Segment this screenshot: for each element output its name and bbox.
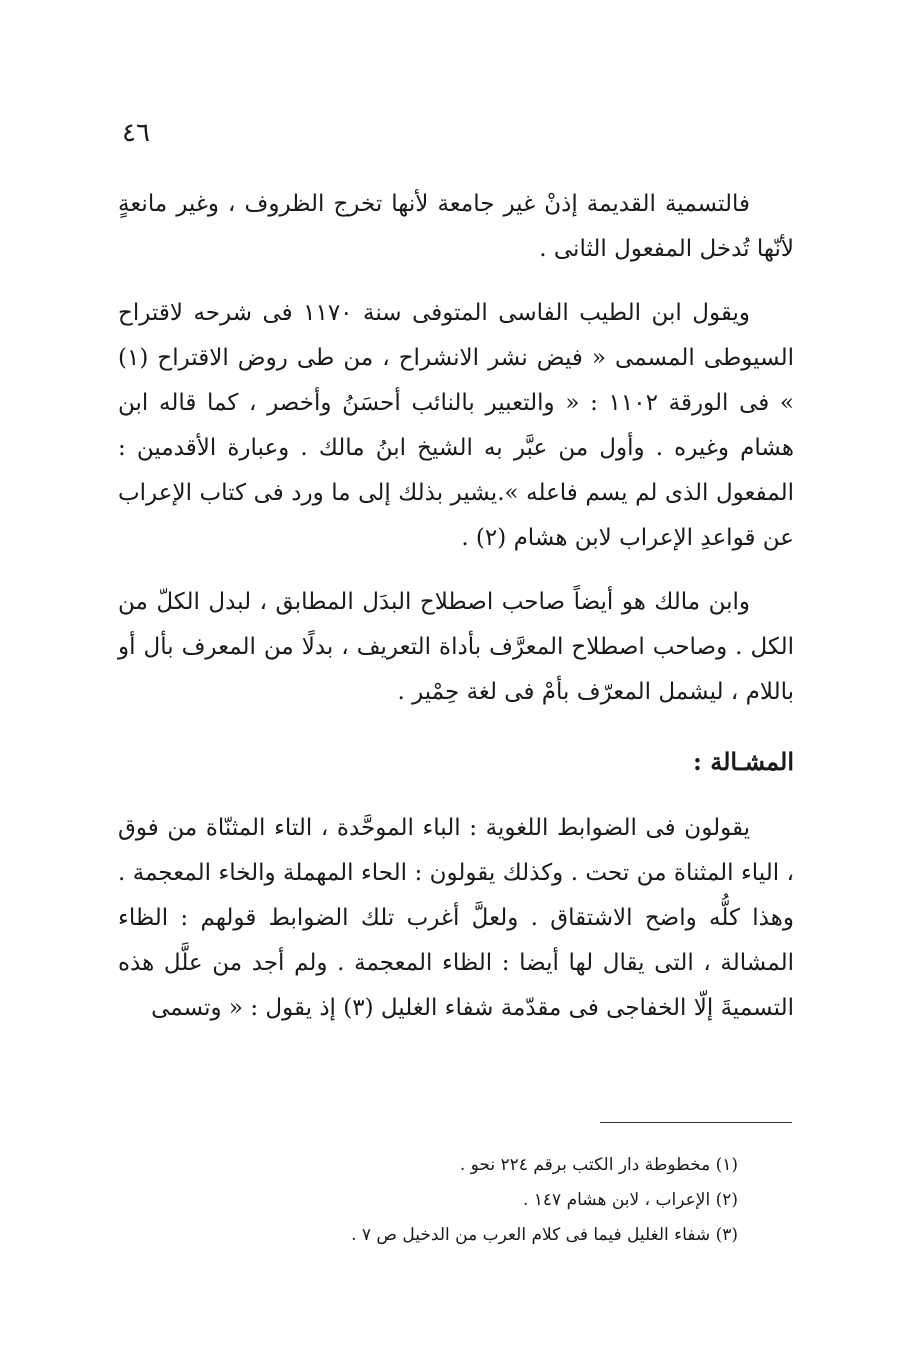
paragraph-4: يقولون فى الضوابط اللغوية : الباء الموحَّدة ، التاء المثنّاة من فوق ، الياء المثناة من تحت . وكذلك يقولون : الحاء المهملة والخاء المعجمة . وهذا كلُّه واضح الاشتقاق . ولعلَّ أغرب تلك الضوابط قولهم : الظاء المشالة ، التى يقال لها أيضا : الظاء المعجمة . ولم أجد من علَّل هذه التسميةَ إلّا الخفاجى فى مقدّمة شفاء الغليل (٣) إذ يقول : « وتسمى <box>118 815 794 1021</box>
paragraph-3: وابن مالك هو أيضاً صاحب اصطلاح البدَل المطابق ، لبدل الكلّ من الكل . وصاحب اصطلاح المعرَّف بأداة التعريف ، بدلًا من المعرف بأل أو باللام ، ليشمل المعرّف بأمْ فى لغة حِمْير . <box>118 589 794 705</box>
section-heading: المشـالة : <box>692 747 794 776</box>
page-number: ٤٦ <box>122 118 150 148</box>
footnote-1: (١) مخطوطة دار الكتب برقم ٢٢٤ نحو . <box>459 1155 738 1175</box>
main-text <box>118 182 794 1050</box>
footnote-divider <box>600 1122 792 1123</box>
paragraph-1: فالتسمية القديمة إذنْ غير جامعة لأنها تخرج الظروف ، وغير مانعةٍ لأنّها تُدخل المفعول الثانى . <box>118 191 794 262</box>
footnotes <box>118 1148 738 1253</box>
footnote-2: (٢) الإعراب ، لابن هشام ١٤٧ . <box>522 1190 738 1210</box>
paragraph-2: ويقول ابن الطيب الفاسى المتوفى سنة ١١٧٠ فى شرحه لاقتراح السيوطى المسمى « فيض نشر الانشراح ، من طى روض الاقتراح (١) » فى الورقة ١١٠٢ : « والتعبير بالنائب أحسَنُ وأخصر ، كما قاله ابن هشام وغيره . وأول من عبَّر به الشيخ ابنُ مالك . وعبارة الأقدمين : المفعول الذى لم يسم فاعله ».يشير بذلك إلى ما ورد فى كتاب الإعراب عن قواعدِ الإعراب لابن هشام (٢) . <box>118 300 795 551</box>
footnote-3: (٣) شفاء الغليل فيما فى كلام العرب من الدخيل ص ٧ . <box>351 1225 738 1245</box>
